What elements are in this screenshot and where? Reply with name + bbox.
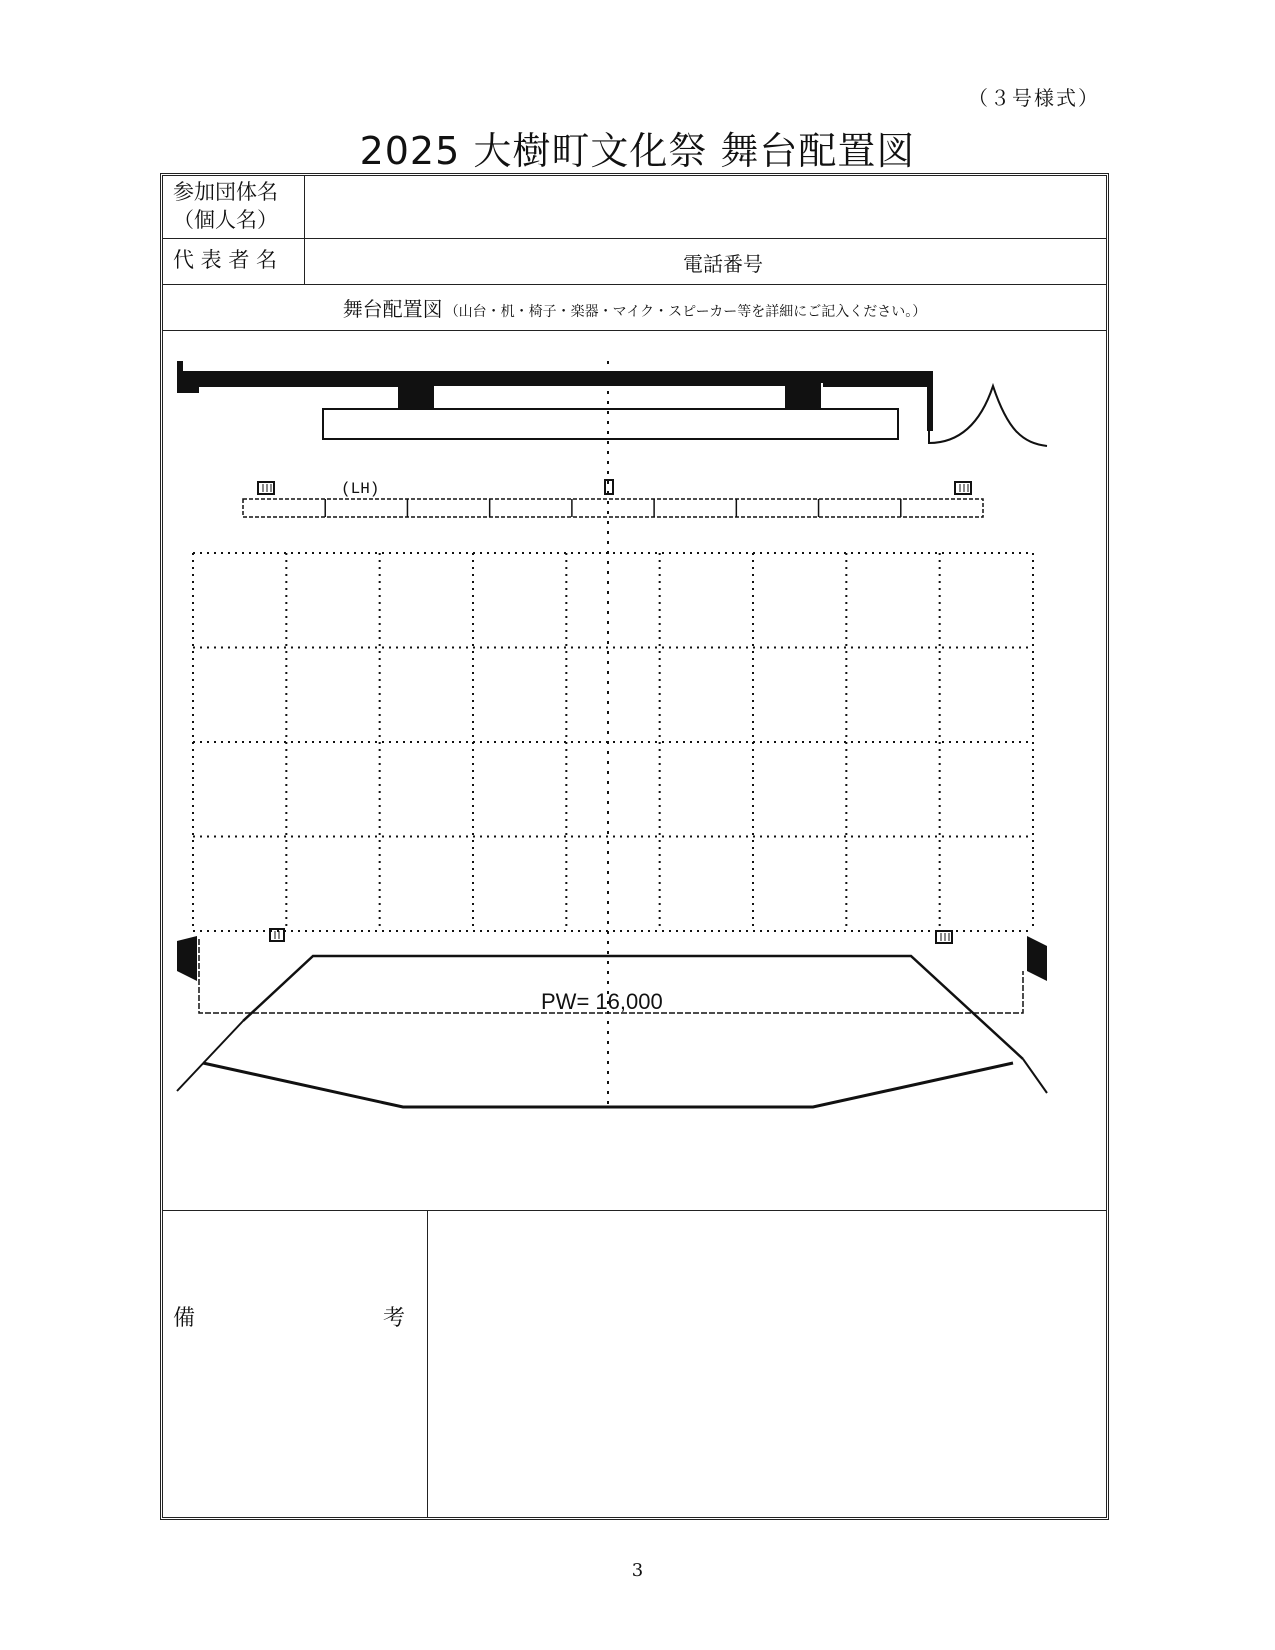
remarks-label-left: 備 [173, 1306, 196, 1331]
group-name-field[interactable] [305, 176, 1106, 238]
form-table [160, 173, 1109, 1520]
stage-outlet-icon [936, 931, 952, 943]
stage-outlet-icon [258, 482, 274, 494]
phone-label: 電話番号 [683, 252, 763, 276]
diagram-header [163, 287, 1106, 331]
row-divider [163, 284, 1106, 285]
lh-label: (LH) [341, 480, 380, 498]
stage-diagram [163, 331, 1106, 1171]
proscenium-left [177, 936, 197, 981]
page-title: 2025 大樹町文化祭 舞台配置図 [359, 129, 916, 173]
diagram-heading: 舞台配置図 [342, 297, 443, 321]
stage-grid [193, 553, 1033, 931]
group-name-label: 参加団体名 [173, 180, 278, 204]
group-name-label-sub: （個人名） [173, 208, 278, 232]
stage-diagram-area[interactable] [163, 331, 1106, 1171]
remarks-label-right: 考 [383, 1306, 406, 1331]
representative-field[interactable] [305, 239, 675, 284]
apron-line-right [1023, 1059, 1047, 1093]
form-code: （３号様式） [968, 86, 1100, 110]
apron-line-left [177, 1021, 243, 1091]
phone-field[interactable] [773, 239, 1106, 284]
diagram-instructions: （山台・机・椅子・楽器・マイク・スピーカー等を詳細にご記入ください。） [444, 304, 927, 320]
representative-label: 代 表 者 名 [173, 248, 278, 272]
lighting-batten [243, 499, 983, 517]
orchestra-pit-edge [203, 1063, 1013, 1107]
stage-wing-curve [929, 386, 1047, 446]
pw-label: PW= 16,000 [541, 989, 663, 1014]
upstage-rail [323, 409, 898, 439]
stage-outlet-icon [955, 482, 971, 494]
remarks-field[interactable] [428, 1211, 1106, 1517]
batten-segments [325, 499, 901, 517]
page-number: 3 [631, 1560, 644, 1581]
stage-back-wall [177, 361, 933, 431]
proscenium-right [1027, 936, 1047, 981]
